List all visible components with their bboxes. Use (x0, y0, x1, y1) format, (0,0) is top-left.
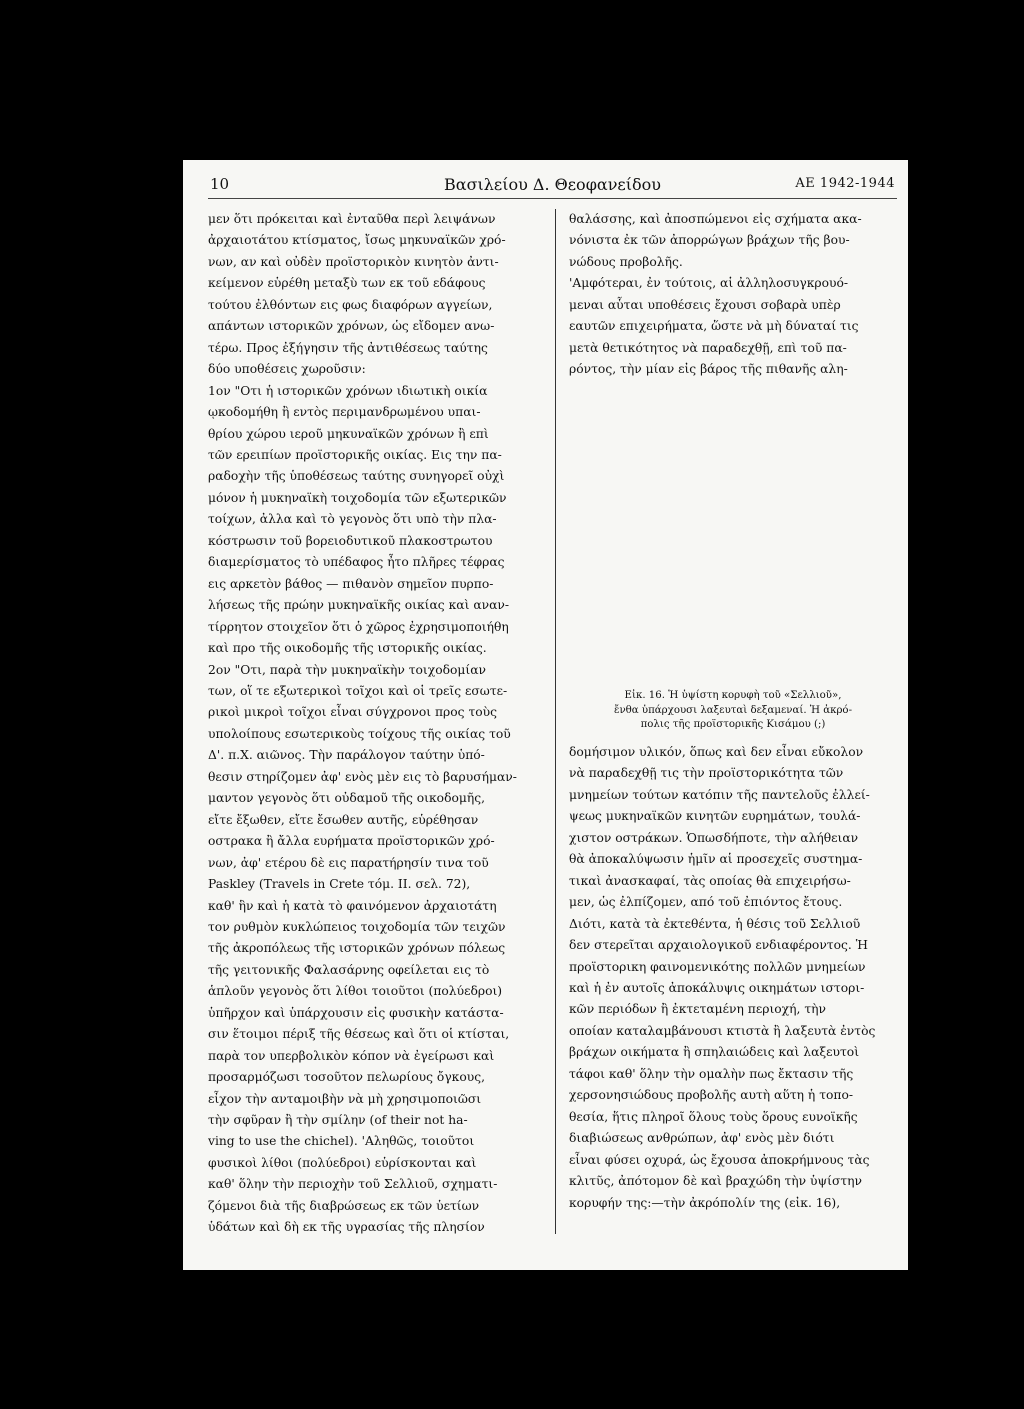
text-line: τῶν ερειπίων προϊστορικῆς οικίας. Εις την πα- (208, 447, 502, 462)
text-line: τικαὶ ἀνασκαφαί, τὰς οποίας θὰ επιχειρήσω- (569, 873, 851, 888)
text-line: απάντων ιστορικῶν χρόνων, ὡς εἴδομεν ανω- (208, 319, 495, 334)
text-line: τάφοι καθ' ὅλην τὴν ομαλὴν πως ἔκτασιν τῆς (569, 1066, 854, 1081)
text-line: μεναι αὗται υποθέσεις ἔχουσι σοβαρὰ υπὲρ (569, 297, 841, 312)
text-line: προσαρμόζωσι τοσοῦτον πελωρίους ὄγκους, (208, 1070, 486, 1085)
right-column-bottom (569, 742, 897, 1214)
text-line: 'Αμφότεραι, ἐν τούτοις, αἱ ἀλληλοσυγκρουό- (569, 276, 849, 291)
text-line: 1ον "Οτι ἡ ιστορικῶν χρόνων ιδιωτικὴ οικία (208, 383, 488, 398)
text-line: καθ' ἣν καὶ ἡ κατὰ τὸ φαινόμενον ἀρχαιοτάτη (208, 898, 497, 913)
text-line: θεσιν στηρίζομεν ἀφ' ενὸς μὲν εις τὸ βαρυσήμαν- (208, 769, 517, 784)
text-line: ραδοχὴν τῆς ὑποθέσεως ταύτης συνηγορεῖ οὐχὶ (208, 469, 505, 484)
text-line: τέρω. Προς ἐξήγησιν τῆς ἀντιθέσεως ταύτης (208, 340, 488, 355)
text-line: ving to use the chichel). 'Αληθῶς, τοιοῦτοι (208, 1134, 475, 1149)
caption-line: Εἰκ. 16. Ἡ ὑψίστη κορυφὴ τοῦ «Σελλιοῦ», (624, 690, 842, 701)
text-line: βράχων οικήματα ἢ σπηλαιώδεις καὶ λαξευτοὶ (569, 1045, 860, 1060)
text-line: ψεως μυκηναϊκῶν κινητῶν ευρημάτων, τουλά- (569, 809, 861, 824)
text-line: οποίαν καταλαμβάνουσι κτιστὰ ἢ λαξευτὰ ἐντὸς (569, 1023, 876, 1038)
figure-16-blank-area (569, 382, 897, 682)
text-line: ρόντος, τὴν μίαν εἰς βάρος τῆς πιθανῆς αλη- (569, 362, 848, 377)
text-line: καὶ ἡ ἐν αυτοῖς ἀποκάλυψις οικημάτων ιστορι- (569, 980, 865, 995)
text-line: προϊστορικη φαινομενικότης πολλῶν μνημείων (569, 959, 866, 974)
text-line: ὑπῆρχον καὶ ὑπάρχουσιν εἰς φυσικὴν κατάστα- (208, 1005, 504, 1020)
text-line: νώδους προβολῆς. (569, 254, 683, 269)
text-line: εἴτε ἔξωθεν, εἴτε ἔσωθεν αυτῆς, εὑρέθησαν (208, 812, 479, 827)
text-line: νὰ παραδεχθῇ τις τὴν προϊστορικότητα τῶν (569, 766, 844, 781)
text-line: εἶχον τὴν ανταμοιβὴν νὰ μὴ χρησιμοποιῶσι (208, 1091, 482, 1106)
text-line: τίρρητον στοιχεῖον ὅτι ὁ χῶρος ἐχρησιμοποιήθη (208, 619, 509, 634)
text-line: εαυτῶν επιχειρήματα, ὥστε νὰ μὴ δύναταί τις (569, 319, 859, 334)
text-line: ἁπλοῦν γεγονὸς ὅτι λίθοι τοιοῦτοι (πολύεδροι) (208, 984, 503, 999)
text-line: μεν ὅτι πρόκειται καὶ ἐνταῦθα περὶ λειψάνων (208, 212, 496, 226)
text-line: φυσικοὶ λίθοι (πολύεδροι) εὑρίσκονται καὶ (208, 1155, 477, 1170)
text-line: λήσεως τῆς πρώην μυκηναϊκῆς οικίας καὶ αναν- (208, 598, 510, 613)
page-number: 10 (210, 175, 230, 193)
text-line: δύο υποθέσεις χωροῦσιν: (208, 362, 366, 377)
text-line: σιν ἕτοιμοι πέριξ τῆς θέσεως καὶ ὅτι οἱ κτίσται, (208, 1027, 510, 1042)
text-line: μόνον ἡ μυκηναϊκὴ τοιχοδομία τῶν εξωτερικῶν (208, 490, 507, 505)
text-line: κείμενον εὑρέθη μεταξὺ των εκ τοῦ εδάφους (208, 276, 486, 291)
text-line: νων, αν καὶ οὐδὲν προϊστορικὸν κινητὸν ἀντι- (208, 254, 499, 269)
text-line: διαμερίσματος τὸ υπέδαφος ἦτο πλῆρες τέφρας (208, 555, 505, 570)
caption-line: πολις τῆς προϊστορικῆς Κισάμου (;) (640, 719, 826, 730)
text-line: μετὰ θετικότητος νὰ παραδεχθῇ, επὶ τοῦ πα- (569, 340, 847, 355)
text-line: Δ'. π.Χ. αιῶνος. Τὴν παράλογον ταύτην ὑπό- (208, 748, 485, 763)
text-line: εἶναι φύσει οχυρά, ὡς ἔχουσα ἀποκρήμνους τὰς (569, 1152, 870, 1167)
text-line: εις αρκετὸν βάθος — πιθανὸν σημεῖον πυρπο- (208, 576, 494, 591)
text-line: τὴν σφῦραν ἢ τὴν σμίλην (of their not ha- (208, 1113, 468, 1128)
text-line: χερσονησιώδους προβολῆς αυτὴ αὕτη ἡ τοπο- (569, 1088, 854, 1103)
text-line: τῆς γειτονικῆς Φαλασάρνης οφείλεται εις τὸ (208, 962, 490, 977)
text-line: θὰ ἀποκαλύψωσιν ἡμῖν αἱ προσεχεῖς συστημα- (569, 852, 863, 867)
figure-caption (569, 689, 897, 733)
text-line: κορυφήν της:—τὴν ἀκρόπολίν της (εἰκ. 16), (569, 1195, 841, 1210)
column-divider (555, 209, 556, 1234)
text-line: Διότι, κατὰ τὰ ἐκτεθέντα, ἡ θέσις τοῦ Σελλιοῦ (569, 916, 861, 931)
text-line: καθ' ὅλην τὴν περιοχὴν τοῦ Σελλιοῦ, σχηματι- (208, 1177, 498, 1192)
text-line: τούτου ἐλθόντων εις φως διαφόρων αγγείων, (208, 297, 493, 312)
text-line: θρίου χώρου ιεροῦ μηκυναϊκῶν χρόνων ἢ επὶ (208, 426, 489, 441)
text-line: ὑδάτων καὶ δὴ εκ τῆς υγρασίας τῆς πλησίον (208, 1220, 485, 1235)
text-line: τον ρυθμὸν κυκλώπειος τοιχοδομία τῶν τειχῶν (208, 919, 506, 934)
text-line: μαντον γεγονὸς ὅτι οὐδαμοῦ τῆς οικοδομῆς, (208, 791, 486, 806)
text-line: ῳκοδομήθη ἢ εντὸς περιμανδρωμένου υπαι- (208, 405, 481, 420)
text-line: τῆς ἀκροπόλεως τῆς ιστορικῶν χρόνων πόλεως (208, 941, 506, 956)
text-line: 2ον "Οτι, παρὰ τὴν μυκηναϊκὴν τοιχοδομίαν (208, 662, 487, 677)
caption-line: ἔνθα ὑπάρχουσι λαξευταὶ δεξαμεναί. Ἡ ἀκρό- (613, 704, 853, 716)
text-line: οστρακα ἢ ἄλλα ευρήματα προϊστορικῶν χρό- (208, 834, 495, 849)
text-line: υπολοίπους εσωτερικοὺς τοίχους τῆς οικίας τοῦ (208, 726, 511, 741)
text-line: κῶν περιόδων ἢ ἐκτεταμένη περιοχή, τὴν (569, 1002, 826, 1017)
text-line: κλιτῦς, ἀπότομον δὲ καὶ βραχώδη τὴν ὑψίστην (569, 1174, 863, 1189)
text-line: δομήσιμον υλικόν, ὅπως καὶ δεν εἶναι εὔκολον (569, 745, 864, 759)
text-line: των, οἵ τε εξωτερικοὶ τοῖχοι καὶ οἱ τρεῖς εσωτε- (208, 683, 508, 698)
text-line: χιστον οστράκων. Ὁπωσδήποτε, τὴν αλήθειαν (569, 830, 859, 845)
text-line: δεν στερεῖται αρχαιολογικοῦ ενδιαφέροντος. Ἡ (569, 938, 868, 953)
text-line: ζόμενοι διὰ τῆς διαβρώσεως εκ τῶν ὑετίων (208, 1198, 480, 1213)
text-line: τοίχων, ἀλλα καὶ τὸ γεγονὸς ὅτι υπὸ τὴν πλα- (208, 512, 497, 527)
text-line: νων, ἀφ' ετέρου δὲ εις παρατήρησίν τινα τοῦ (208, 855, 489, 870)
journal-reference: ΑΕ 1942-1944 (795, 176, 895, 191)
text-line: θεσία, ἥτις πληροῖ ὅλους τοὺς ὅρους ευνοϊκῆς (569, 1109, 858, 1124)
running-head (210, 175, 895, 205)
text-line: διαβιώσεως ανθρώπων, ἀφ' ενὸς μὲν διότι (569, 1131, 835, 1146)
text-line: Paskley (Travels in Crete τόμ. II. σελ. 72), (208, 877, 471, 892)
text-line: καὶ προ τῆς οικοδομῆς τῆς ιστορικῆς οικίας. (208, 641, 487, 656)
text-line: μεν, ὡς ἐλπίζομεν, από τοῦ ἐπιόντος ἔτους. (569, 895, 843, 910)
text-line: κόστρωσιν τοῦ βορειοδυτικοῦ πλακοστρωτου (208, 533, 493, 548)
text-line: ἀρχαιοτάτου κτίσματος, ἴσως μηκυναϊκῶν χρό- (208, 233, 506, 248)
left-column (208, 209, 543, 1239)
text-line: ρικοὶ μικροὶ τοῖχοι εἶναι σύγχρονοι προς τοὺς (208, 705, 498, 720)
text-line: παρὰ τον υπερβολικὸν κόπον νὰ ἐγείρωσι καὶ (208, 1048, 495, 1063)
page-title: Βασιλείου Δ. Θεοφανείδου (444, 175, 661, 194)
text-line: νόνιστα ἐκ τῶν ἀπορρώγων βράχων τῆς βου- (569, 233, 850, 248)
header-rule (208, 198, 897, 199)
text-line: θαλάσσης, καὶ ἀποσπώμενοι εἰς σχήματα ακα- (569, 212, 862, 226)
text-line: μνημείων τούτων κατόπιν τῆς παντελοῦς ἐλλεί- (569, 787, 870, 802)
